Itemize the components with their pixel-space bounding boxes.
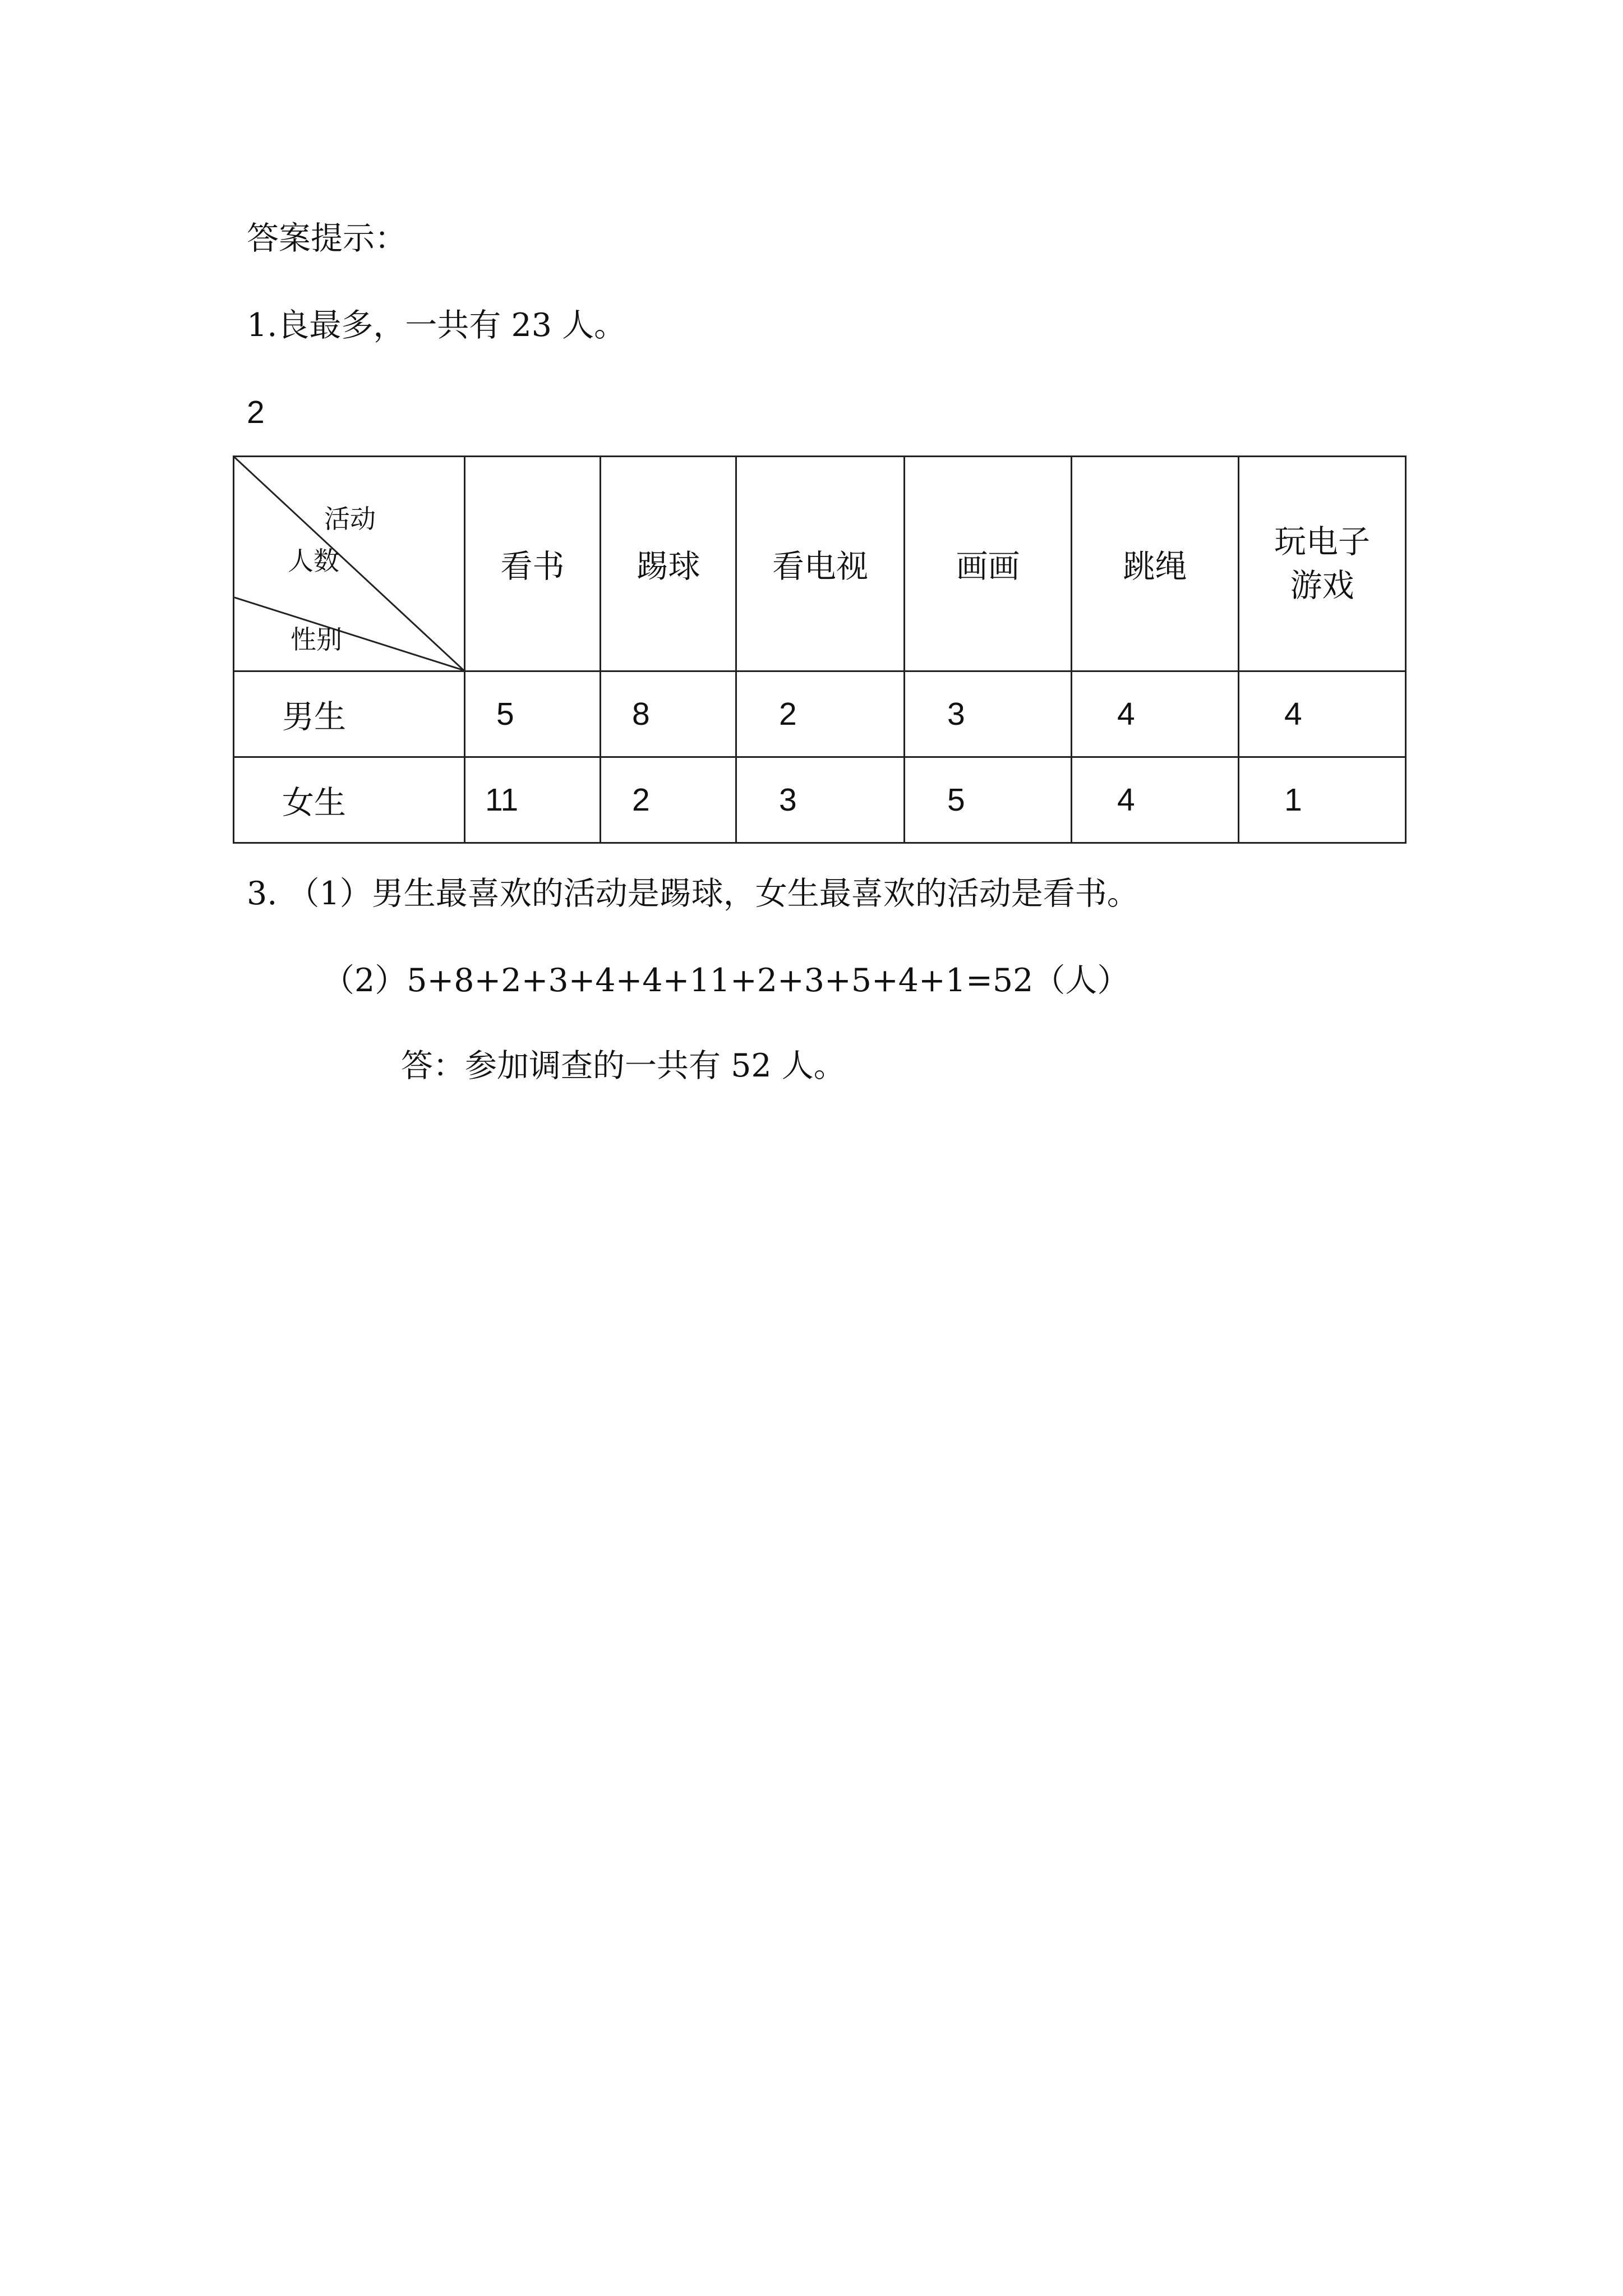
corner-label-activity: 活动: [324, 504, 376, 534]
cell-girls-video-games: 1: [1239, 757, 1406, 843]
row-label-girls: 女生: [234, 757, 465, 843]
header-tv: 看电视: [736, 457, 905, 671]
header-jump-rope: 跳绳: [1072, 457, 1239, 671]
answer-1: 1.良最多，一共有 23 人。: [247, 307, 626, 344]
cell-girls-drawing: 5: [905, 757, 1072, 843]
cell-girls-jump-rope: 4: [1072, 757, 1239, 843]
answer-2-label: 2: [247, 394, 265, 430]
header-video-games: [1239, 457, 1406, 671]
header-drawing: 画画: [905, 457, 1072, 671]
heading: 答案提示：: [247, 220, 407, 257]
header-reading: 看书: [465, 457, 601, 671]
answer-3-part-3: 答：参加调查的一共有 52 人。: [401, 1047, 846, 1084]
cell-girls-tv: 3: [736, 757, 905, 843]
cell-boys-reading: 5: [465, 671, 601, 757]
cell-girls-reading: 11: [465, 757, 601, 843]
cell-boys-drawing: 3: [905, 671, 1072, 757]
answer-3-part-2: （2）5+8+2+3+4+4+11+2+3+5+4+1=52（人）: [322, 962, 1129, 999]
table-header-row: [234, 457, 1406, 671]
cell-boys-jump-rope: 4: [1072, 671, 1239, 757]
header-video-games-line2: 游戏: [1290, 567, 1354, 604]
survey-table: [233, 455, 1407, 844]
cell-girls-football: 2: [601, 757, 736, 843]
row-label-boys: 男生: [234, 671, 465, 757]
header-video-games-line1: 玩电子: [1274, 523, 1370, 560]
table-row-boys: [234, 671, 1406, 757]
corner-cell: [234, 457, 465, 671]
cell-boys-video-games: 4: [1239, 671, 1406, 757]
answer-3-part-1: 3. （1）男生最喜欢的活动是踢球，女生最喜欢的活动是看书。: [247, 875, 1139, 912]
corner-label-gender: 性别: [291, 624, 342, 655]
header-football: 踢球: [601, 457, 736, 671]
cell-boys-football: 8: [601, 671, 736, 757]
corner-label-count: 人数: [288, 546, 339, 576]
cell-boys-tv: 2: [736, 671, 905, 757]
table-row-girls: [234, 757, 1406, 843]
corner-diagonals: [234, 457, 464, 670]
